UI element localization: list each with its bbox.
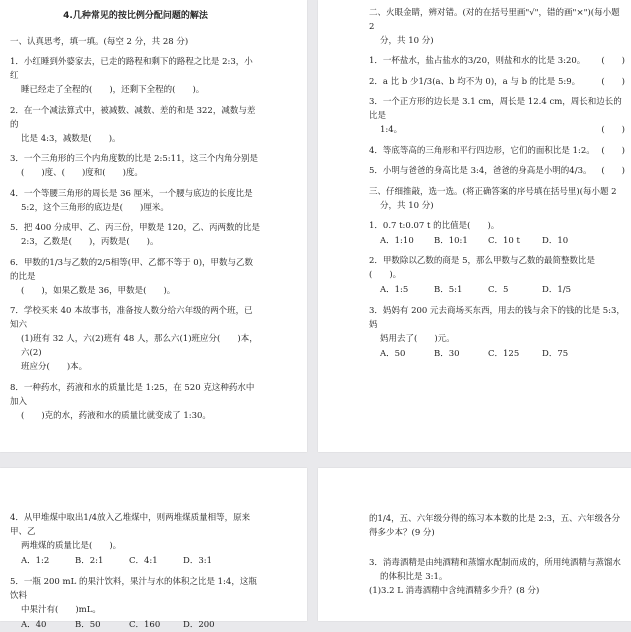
document-title: 4.几种常见的按比例分配问题的解法 xyxy=(63,11,208,21)
choice-1-options xyxy=(369,234,625,248)
section-3-heading xyxy=(369,185,625,213)
question-2 xyxy=(10,104,261,146)
choice-1-option-d: D．10 xyxy=(542,235,569,246)
question-5-line-1: 5．把 400 分成甲、乙、丙三份，甲数是 120，乙、丙两数的比是 xyxy=(10,223,260,233)
problem-3-part-1: (1)3.2 L 消毒酒精中含纯酒精多少升？(8 分) xyxy=(369,586,540,596)
problem-3 xyxy=(369,556,625,598)
judge-5 xyxy=(369,164,625,178)
judge-5-text: 5．小明与爸爸的身高比是 3:4，爸爸的身高是小明的4/3。 xyxy=(369,166,592,176)
judge-1-bracket: ( ) xyxy=(601,56,625,66)
judge-4-bracket: ( ) xyxy=(601,145,625,156)
question-3-line-1: 3．一个三角形的三个内角度数的比是 2:5:11，这三个内角分别是 xyxy=(10,154,258,164)
choice-4-line-1: 4．从甲堆煤中取出1/4放入乙堆煤中，则两堆煤质量相等，原来甲、乙 xyxy=(10,513,251,537)
judge-4 xyxy=(369,144,625,158)
choice-5-option-a: A．40 xyxy=(21,619,47,630)
judge-1-text: 1．一杯盐水，盐占盐水的3/20，则盐和水的比是 3:20。 xyxy=(369,56,586,66)
choice-2-option-b: B．5:1 xyxy=(434,285,463,295)
question-4-line-2: 5:2，这个三角形的底边是( )厘米。 xyxy=(21,202,169,213)
question-6 xyxy=(10,256,261,298)
page-1 xyxy=(0,0,307,452)
choice-3-option-c: C．125 xyxy=(488,348,520,359)
choice-2-option-c: C．5 xyxy=(488,285,509,295)
question-4-line-1: 4．一个等腰三角形的周长是 36 厘米，一个腰与底边的长度比是 xyxy=(10,188,253,199)
choice-5 xyxy=(10,575,257,632)
question-1 xyxy=(10,55,261,97)
question-5 xyxy=(10,221,261,249)
choice-3-option-b: B．30 xyxy=(434,348,460,359)
choice-2-option-a: A．1:5 xyxy=(380,285,409,295)
question-6-line-1: 6．甲数的1/3与乙数的2/5相等(甲、乙都不等于 0)，甲数与乙数的比是 xyxy=(10,257,254,282)
judge-3-line-1: 3．一个正方形的边长是 3.1 cm，周长是 12.4 cm，周长和边长的比是 xyxy=(369,97,622,121)
judge-2 xyxy=(369,75,625,89)
choice-1-stem: 1．0.7 t:0.07 t 的比值是( )。 xyxy=(369,220,500,231)
judge-4-text: 4．等底等高的三角形和平行四边形，它们的面积比是 1:2。 xyxy=(369,145,595,156)
choice-3-options xyxy=(369,347,625,361)
question-2-line-2: 比是 4:3，减数是( )。 xyxy=(21,133,121,144)
choice-4-option-a: A．1:2 xyxy=(21,556,50,566)
judge-3-bracket: ( ) xyxy=(601,125,625,135)
choice-3-line-2: 妈用去了( )元。 xyxy=(380,333,455,344)
judge-1 xyxy=(369,54,625,68)
question-2-line-1: 2．在一个减法算式中，被减数、减数、差的和是 322，减数与差的 xyxy=(10,105,256,130)
choice-5-line-2: 中果汁有( )mL。 xyxy=(21,604,101,615)
question-8-line-1: 8．一种药水，药液和水的质量比是 1:25，在 520 克这种药水中加入 xyxy=(10,382,255,407)
choice-5-option-c: C．160 xyxy=(129,619,161,630)
choice-1-option-a: A．1:10 xyxy=(380,235,414,246)
choice-5-option-d: D．200 xyxy=(183,619,215,630)
choice-3 xyxy=(369,304,625,361)
choice-4-options xyxy=(10,554,257,568)
choice-2 xyxy=(369,254,625,297)
choice-4-option-b: B．2:1 xyxy=(75,556,104,566)
choice-2-option-d: D．1/5 xyxy=(542,285,571,295)
question-1-line-2: 睡已经走了全程的( )，还剩下全程的( )。 xyxy=(21,85,205,95)
choice-1 xyxy=(369,219,625,248)
judge-5-bracket: ( ) xyxy=(601,166,625,176)
choice-3-line-1: 3．妈妈有 200 元去商场买东西，用去的钱与余下的钱的比是 5:3，妈 xyxy=(369,305,625,330)
question-1-line-1: 1．小红睡到外婆家去，已走的路程和剩下的路程之比是 2:3，小红 xyxy=(10,57,253,81)
section-2-line-1: 二、火眼金睛，辨对错。(对的在括号里画"√"，错的画"×")(每小题 2 xyxy=(369,8,620,32)
question-6-line-2: ( )，如果乙数是 36，甲数是( )。 xyxy=(21,285,176,296)
choice-5-option-b: B．50 xyxy=(75,619,101,630)
choice-5-options xyxy=(10,618,257,632)
page-2 xyxy=(318,0,631,452)
section-3-line-2: 分，共 10 分) xyxy=(380,200,434,211)
section-2-heading xyxy=(369,6,625,48)
question-3-line-2: ( )度、( )度和( )度。 xyxy=(21,168,143,178)
choice-5-line-1: 5．一瓶 200 mL 的果汁饮料，果汁与水的体积之比是 1:4，这瓶饮料 xyxy=(10,576,257,601)
question-7-line-3: 班应分( )本。 xyxy=(21,362,88,372)
choice-4 xyxy=(10,511,257,568)
choice-4-option-c: C．4:1 xyxy=(129,556,158,566)
question-5-line-2: 2:3，乙数是( )，丙数是( )。 xyxy=(21,237,159,247)
question-3 xyxy=(10,152,261,180)
problem-3-line-2: 的体积比是 3:1。 xyxy=(380,572,448,582)
question-7-line-1: 7．学校买来 40 本故事书，准备按人数分给六年级的两个班，已知六 xyxy=(10,306,253,330)
question-7 xyxy=(10,304,261,374)
choice-2-stem: 2．甲数除以乙数的商是 5，那么甲数与乙数的最简整数比是( )。 xyxy=(369,256,596,280)
problem-3-line-1: 3．消毒酒精是由纯酒精和蒸馏水配制而成的，所用纯酒精与蒸馏水 xyxy=(369,558,621,568)
choice-3-option-d: D．75 xyxy=(542,348,569,359)
judge-2-text: 2．a 比 b 少1/3(a、b 均不为 0)，a 与 b 的比是 5:9。 xyxy=(369,76,581,87)
judge-3 xyxy=(369,95,625,137)
problem-2-line-1: 的1/4，五、六年级分得的练习本本数的比是 2:3，五、六年级各分 xyxy=(369,514,621,524)
choice-1-option-b: B．10:1 xyxy=(434,235,468,246)
choice-4-option-d: D．3:1 xyxy=(183,556,212,566)
problem-2-continued xyxy=(369,512,625,540)
section-3-line-1: 三、仔细推敲，选一选。(将正确答案的序号填在括号里)(每小题 2 xyxy=(369,186,617,197)
question-8 xyxy=(10,381,261,423)
judge-3-line-2: 1:4。 xyxy=(380,125,403,135)
judge-2-bracket: ( ) xyxy=(601,76,625,87)
problem-2-line-2: 得多少本？(9 分) xyxy=(369,528,435,538)
page-4 xyxy=(318,468,631,621)
choice-2-options xyxy=(369,283,625,297)
choice-3-option-a: A．50 xyxy=(380,348,406,359)
question-4 xyxy=(10,187,261,215)
choice-1-option-c: C．10 t xyxy=(488,235,520,246)
question-7-line-2: (1)班有 32 人，六(2)班有 48 人，那么六(1)班应分( )本，六(2) xyxy=(21,334,258,358)
section-1-heading: 一、认真思考，填一填。(每空 2 分，共 28 分) xyxy=(10,37,189,47)
question-8-line-2: ( )克的水，药液和水的质量比就变成了 1:30。 xyxy=(21,410,211,421)
section-2-line-2: 分，共 10 分) xyxy=(380,36,434,46)
page-3 xyxy=(0,468,307,630)
choice-4-line-2: 两堆煤的质量比是( )。 xyxy=(21,541,122,551)
